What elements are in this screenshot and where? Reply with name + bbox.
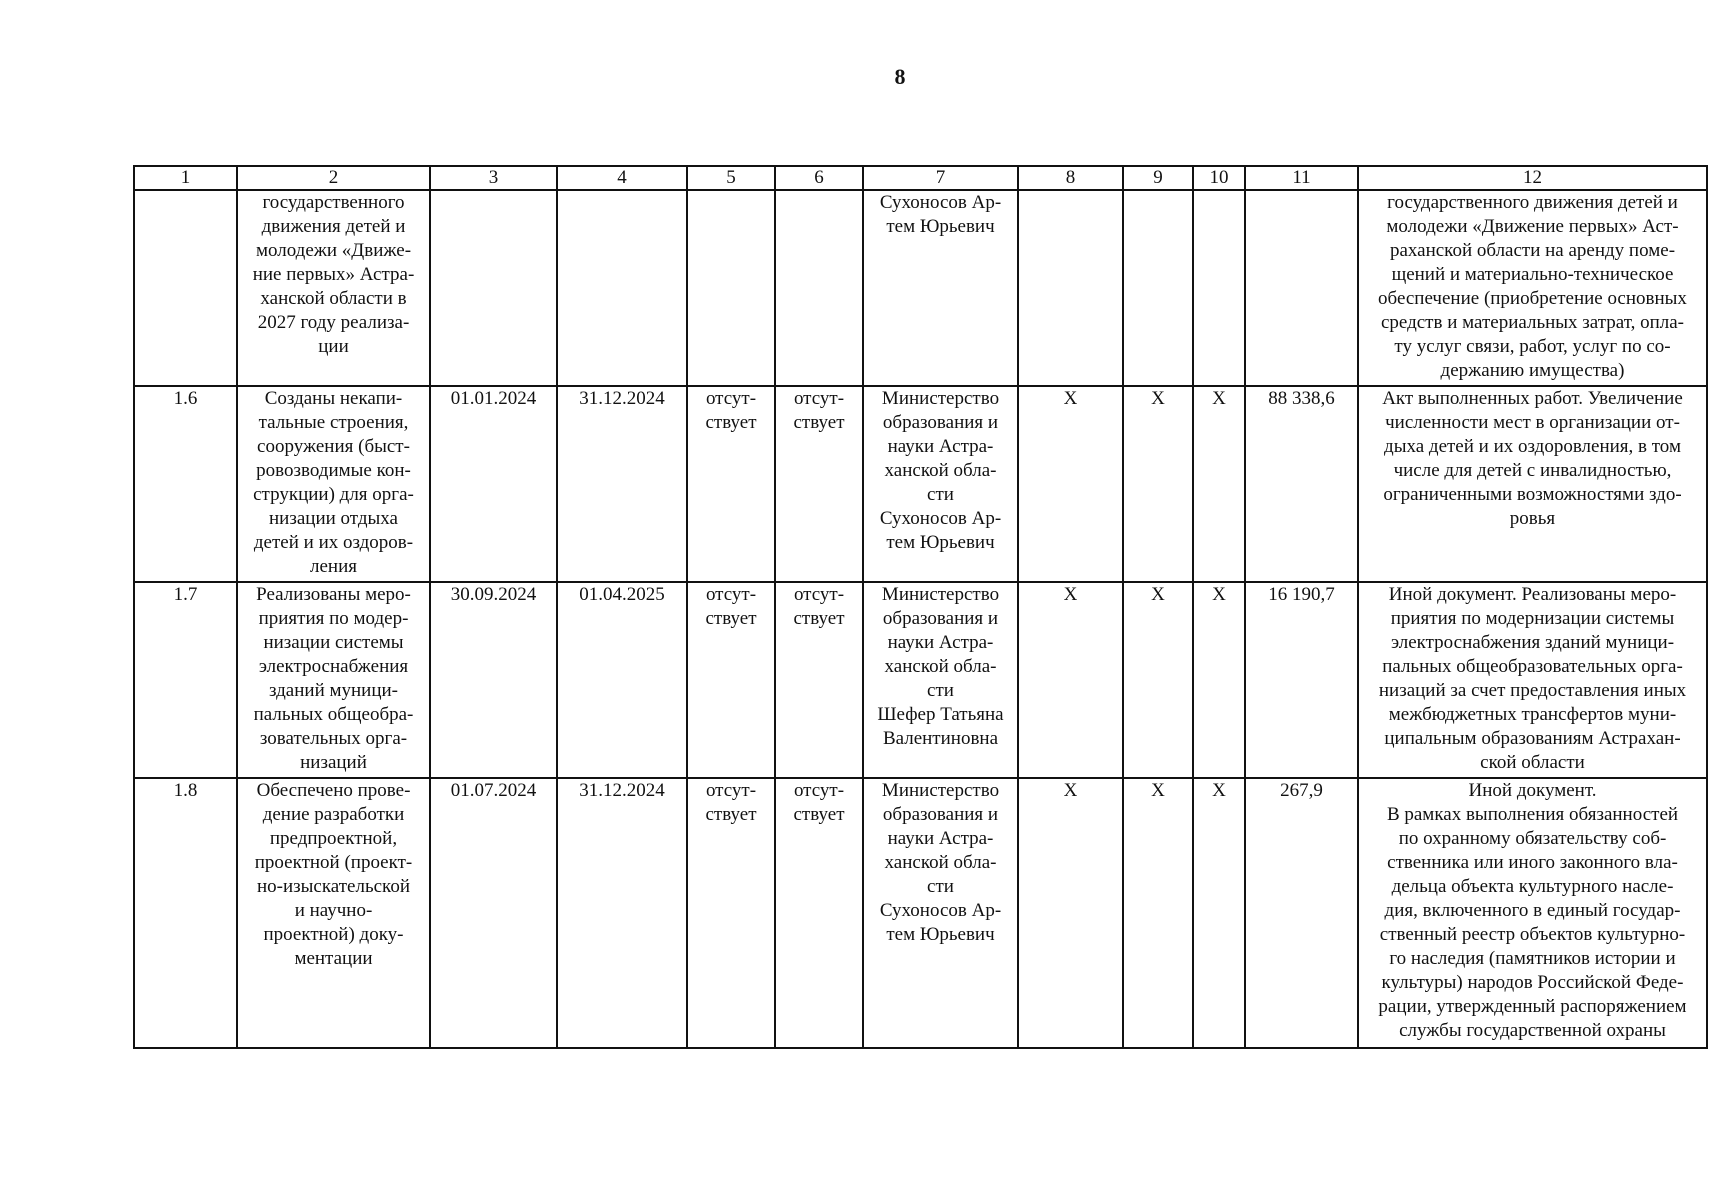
end-date: 01.04.2025 (557, 582, 687, 778)
column-5-value: отсут- ствует (687, 582, 775, 778)
column-header: 7 (863, 166, 1018, 190)
column-6-value: отсут- ствует (775, 778, 863, 1048)
column-10-value: X (1193, 386, 1245, 582)
responsible-party: Сухоносов Ар- тем Юрьевич (863, 190, 1018, 386)
column-header: 8 (1018, 166, 1123, 190)
column-header: 9 (1123, 166, 1193, 190)
activity-name: Реализованы меро- приятия по модер- низации системы электроснабжения зданий муници- пальных общеобра- зовательных орга- низаций (237, 582, 430, 778)
activity-name: государственного движения детей и молодежи «Движе- ние первых» Астра- ханской области в 2027 году реализа- ции (237, 190, 430, 386)
amount: 88 338,6 (1245, 386, 1358, 582)
column-6-value: отсут- ствует (775, 386, 863, 582)
activity-name: Созданы некапи- тальные строения, сооружения (быст- ровозводимые кон- струкции) для орга- низации отдыха детей и их оздоров- ления (237, 386, 430, 582)
result-document: Иной документ. В рамках выполнения обязанностей по охранному обязательству соб- ственника или иного законного вла- дельца объекта культурного насле- дия, включенного в единый государ- ственный реестр объектов культурно- го наследия (памятников истории и культуры) народов Российской Феде- рации, утвержденный распоряжением службы государственной охраны (1358, 778, 1707, 1048)
end-date (557, 190, 687, 386)
column-9-value: X (1123, 582, 1193, 778)
responsible-party: Министерство образования и науки Астра- ханской обла- сти Сухоносов Ар- тем Юрьевич (863, 778, 1018, 1048)
row-number (134, 190, 237, 386)
column-header: 5 (687, 166, 775, 190)
column-10-value: X (1193, 778, 1245, 1048)
amount (1245, 190, 1358, 386)
activity-name: Обеспечено прове- дение разработки предпроектной, проектной (проект- но-изыскательской и научно- проектной) доку- ментации (237, 778, 430, 1048)
column-header: 1 (134, 166, 237, 190)
column-10-value: X (1193, 582, 1245, 778)
amount: 16 190,7 (1245, 582, 1358, 778)
column-8-value: X (1018, 386, 1123, 582)
column-9-value (1123, 190, 1193, 386)
column-header: 2 (237, 166, 430, 190)
result-document: государственного движения детей и молодежи «Движение первых» Аст- раханской области на аренду поме- щений и материально-техническое обеспечение (приобретение основных средств и материальных затрат, опла- ту услуг связи, работ, услуг по со- держанию имущества) (1358, 190, 1707, 386)
column-5-value (687, 190, 775, 386)
column-header: 4 (557, 166, 687, 190)
responsible-party: Министерство образования и науки Астра- ханской обла- сти Шефер Татьяна Валентиновна (863, 582, 1018, 778)
column-9-value: X (1123, 778, 1193, 1048)
table-row (134, 190, 1707, 386)
column-header: 10 (1193, 166, 1245, 190)
table-row (134, 386, 1707, 582)
column-9-value: X (1123, 386, 1193, 582)
column-header: 6 (775, 166, 863, 190)
column-5-value: отсут- ствует (687, 778, 775, 1048)
column-header: 3 (430, 166, 557, 190)
amount: 267,9 (1245, 778, 1358, 1048)
column-10-value (1193, 190, 1245, 386)
page-number: 8 (894, 64, 906, 89)
end-date: 31.12.2024 (557, 778, 687, 1048)
column-number-row (134, 166, 1707, 190)
result-document: Иной документ. Реализованы меро- приятия по модернизации системы электроснабжения зданий муници- пальных общеобразовательных орга- низаций за счет предоставления иных межбюджетных трансфертов муни- ципальным образованиям Астрахан- ской области (1358, 582, 1707, 778)
column-5-value: отсут- ствует (687, 386, 775, 582)
result-document: Акт выполненных работ. Увеличение численности мест в организации от- дыха детей и их оздоровления, в том числе для детей с инвалидностью, ограниченными возможностями здо- ровья (1358, 386, 1707, 582)
row-number: 1.7 (134, 582, 237, 778)
row-number: 1.8 (134, 778, 237, 1048)
start-date: 01.07.2024 (430, 778, 557, 1048)
start-date: 01.01.2024 (430, 386, 557, 582)
column-6-value: отсут- ствует (775, 582, 863, 778)
column-header: 12 (1358, 166, 1707, 190)
column-8-value (1018, 190, 1123, 386)
table-row (134, 778, 1707, 1048)
row-number: 1.6 (134, 386, 237, 582)
table-row (134, 582, 1707, 778)
responsible-party: Министерство образования и науки Астра- ханской обла- сти Сухоносов Ар- тем Юрьевич (863, 386, 1018, 582)
start-date: 30.09.2024 (430, 582, 557, 778)
column-6-value (775, 190, 863, 386)
start-date (430, 190, 557, 386)
column-header: 11 (1245, 166, 1358, 190)
column-8-value: X (1018, 778, 1123, 1048)
end-date: 31.12.2024 (557, 386, 687, 582)
main-table (133, 165, 1708, 1049)
column-8-value: X (1018, 582, 1123, 778)
